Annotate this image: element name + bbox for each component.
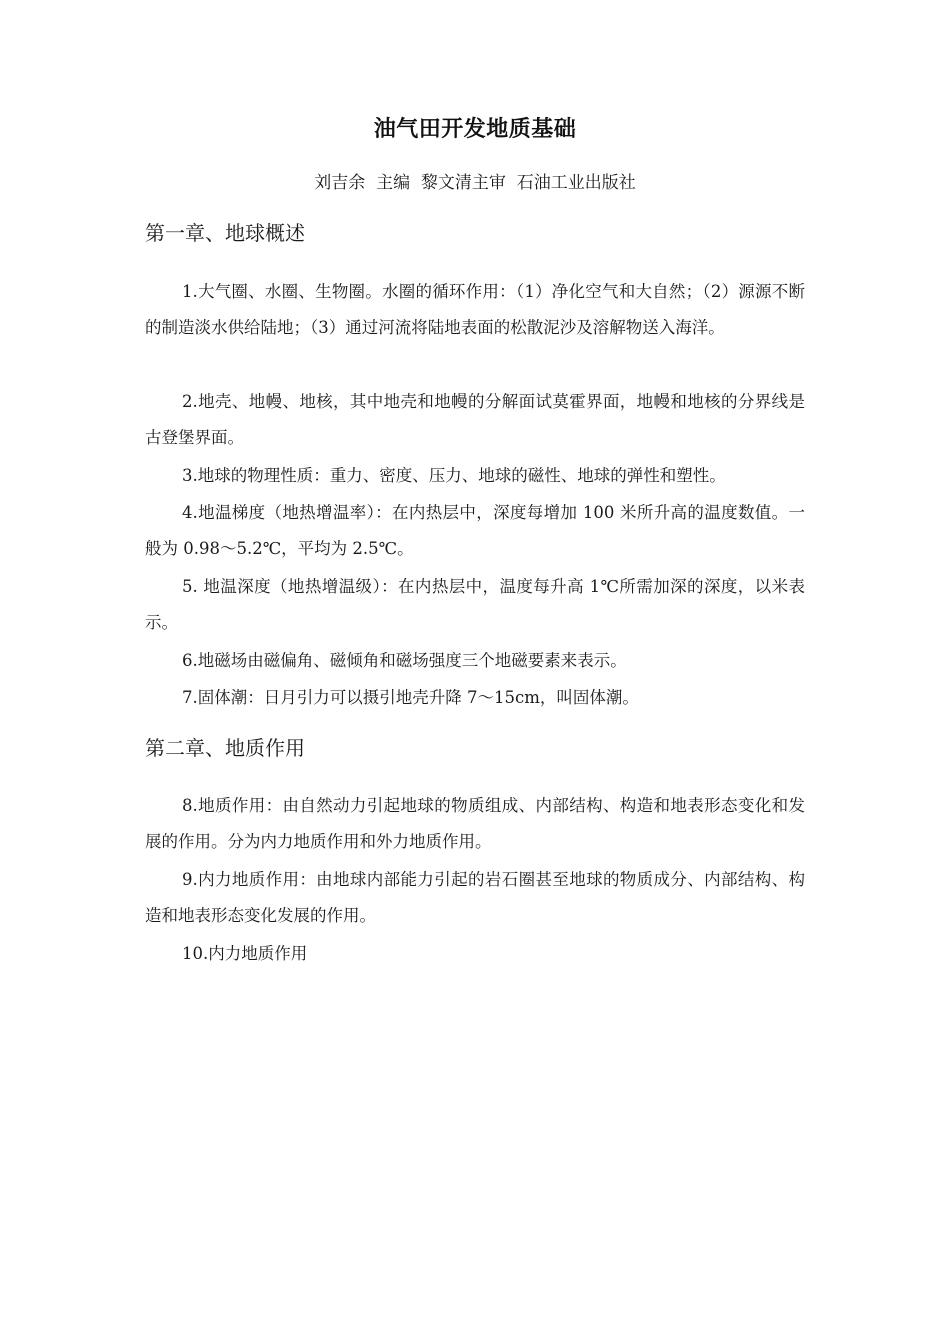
- paragraph-8: 8.地质作用：由自然动力引起地球的物质组成、内部结构、构造和地表形态变化和发展的作用。分为内力地质作用和外力地质作用。: [145, 796, 805, 851]
- chapter-heading-2: 第二章、地质作用: [145, 736, 305, 760]
- paragraph-1: 1.大气圈、水圈、生物圈。水圈的循环作用：（1）净化空气和大自然；（2）源源不断的制造淡水供给陆地；（3）通过河流将陆地表面的松散泥沙及溶解物送入海洋。: [145, 282, 805, 337]
- paragraph-5: 5. 地温深度（地热增温级）：在内热层中，温度每升高 1℃所需加深的深度，以米表示。: [145, 577, 805, 632]
- paragraph-10: 10.内力地质作用: [182, 944, 308, 963]
- paragraph-2: 2.地壳、地幔、地核，其中地壳和地幔的分解面试莫霍界面，地幔和地核的分界线是古登堡界面。: [145, 392, 805, 447]
- paragraph-7: 7.固体潮：日月引力可以摄引地壳升降 7～15cm，叫固体潮。: [182, 688, 639, 707]
- document-byline: 刘吉余 主编 黎文清主审 石油工业出版社: [314, 173, 636, 193]
- paragraph-4: 4.地温梯度（地热增温率）：在内热层中，深度每增加 100 米所升高的温度数值。一般为 0.98～5.2℃，平均为 2.5℃。: [145, 503, 805, 558]
- paragraph-3: 3.地球的物理性质：重力、密度、压力、地球的磁性、地球的弹性和塑性。: [182, 466, 726, 485]
- paragraph-9: 9.内力地质作用：由地球内部能力引起的岩石圈甚至地球的物质成分、内部结构、构造和地表形态变化发展的作用。: [145, 870, 805, 925]
- document-title: 油气田开发地质基础: [373, 117, 577, 142]
- paragraph-6: 6.地磁场由磁偏角、磁倾角和磁场强度三个地磁要素来表示。: [182, 651, 627, 670]
- chapter-heading-1: 第一章、地球概述: [145, 221, 305, 245]
